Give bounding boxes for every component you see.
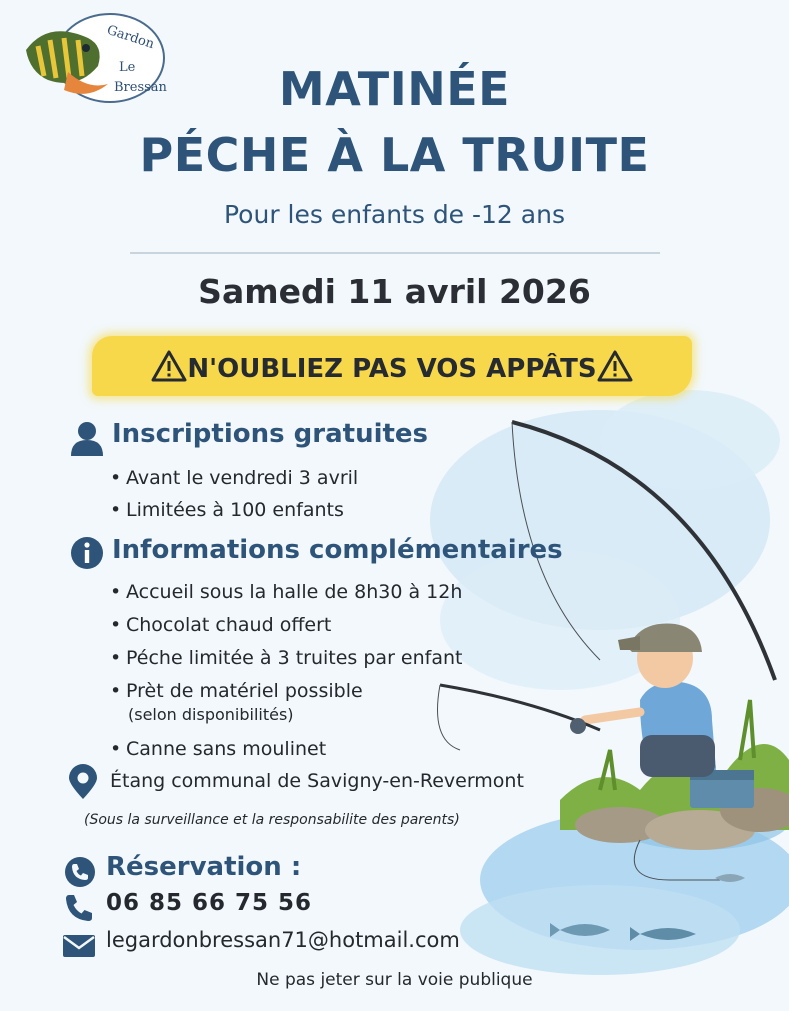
title-line-2: PÉCHE À LA TRUITE bbox=[139, 128, 650, 182]
email-link[interactable]: legardonbressan71@hotmail.com bbox=[106, 928, 460, 952]
list-item: • Accueil sous la halle de 8h30 à 12h bbox=[110, 576, 462, 609]
bait-reminder-banner bbox=[92, 336, 692, 396]
warning-icon bbox=[151, 350, 187, 382]
logo-text-gardon: Gardon bbox=[104, 22, 156, 53]
info-icon bbox=[70, 536, 104, 570]
subtitle: Pour les enfants de -12 ans bbox=[224, 200, 565, 229]
list-item: • Canne sans moulinet bbox=[110, 733, 462, 766]
warning-icon bbox=[597, 350, 633, 382]
mail-icon bbox=[62, 934, 96, 958]
phone-circle-icon bbox=[64, 856, 96, 888]
location-pin-icon bbox=[66, 764, 100, 800]
divider bbox=[130, 252, 660, 254]
supervision-note: (Sous la surveillance et la responsabilite des parents) bbox=[84, 812, 460, 828]
banner-text: N'OUBLIEZ PAS VOS APPÂTS bbox=[187, 354, 597, 384]
inscriptions-list bbox=[110, 462, 358, 526]
phone-icon bbox=[64, 893, 94, 923]
phone-number[interactable]: 06 85 66 75 56 bbox=[106, 890, 313, 916]
logo-text-le: Le bbox=[119, 60, 136, 75]
footer-notice: Ne pas jeter sur la voie publique bbox=[256, 970, 533, 990]
logo-text-bressan: Bressan bbox=[114, 80, 167, 95]
infos-list bbox=[110, 576, 462, 766]
list-item-subtext: (selon disponibilités) bbox=[128, 705, 294, 724]
title-line-1: MATINÉE bbox=[278, 62, 511, 116]
list-item bbox=[110, 679, 462, 727]
list-item: • Péche limitée à 3 truites par enfant bbox=[110, 642, 462, 675]
inscriptions-heading: Inscriptions gratuites bbox=[112, 419, 429, 449]
list-item-text: Prèt de matériel possible bbox=[126, 680, 363, 702]
list-item: • Chocolat chaud offert bbox=[110, 609, 462, 642]
reservation-heading: Réservation : bbox=[106, 852, 302, 882]
infos-heading: Informations complémentaires bbox=[112, 535, 563, 565]
event-date: Samedi 11 avril 2026 bbox=[198, 272, 591, 311]
location-text: Étang communal de Savigny-en-Revermont bbox=[110, 770, 524, 792]
user-icon bbox=[70, 420, 104, 456]
list-item: • Avant le vendredi 3 avril bbox=[110, 462, 358, 494]
list-item: • Limitées à 100 enfants bbox=[110, 494, 358, 526]
